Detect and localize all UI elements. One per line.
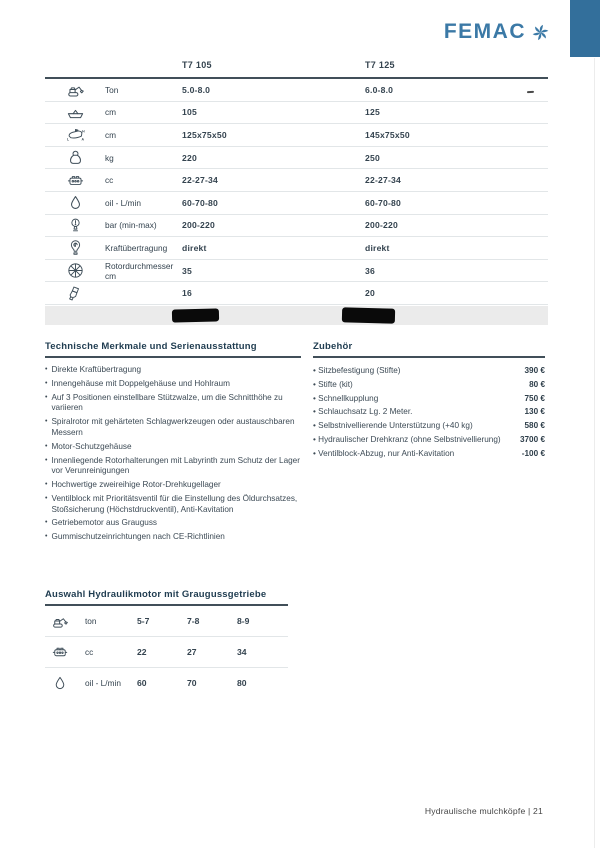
features-section (45, 341, 301, 546)
weight-icon (45, 148, 105, 167)
corner-tab (570, 0, 600, 57)
price-row-redacted (45, 306, 548, 325)
bullet-icon: • (313, 379, 319, 389)
flail-hammer-icon (45, 284, 105, 303)
features-list (45, 365, 301, 543)
list-item (45, 494, 301, 515)
feature-text: Ventilblock mit Prioritätsventil für die Einstellung des Öldurchsatzes, Stoßsicherung (Höchstdruckventil), Anti-Kavitation (51, 493, 298, 514)
accessory-price: -100 € (521, 448, 545, 458)
feature-text: Gummischutzeinrichtungen nach CE-Richtlinien (51, 532, 225, 542)
motor-icon (45, 171, 105, 190)
accessories-title: Zubehör (313, 341, 545, 358)
spec-row-label: bar (min-max) (105, 220, 157, 231)
brand-name: FEMAC (443, 20, 526, 43)
motor-row-label: ton (85, 616, 97, 626)
spec-table-header (45, 60, 548, 79)
spec-row-displacement (45, 169, 548, 192)
list-item (313, 380, 545, 389)
motor-row-label: oil - L/min (85, 678, 121, 688)
motor-row-cc (45, 637, 288, 668)
spec-value: direkt (365, 242, 390, 253)
fan-swirl-icon (529, 21, 552, 44)
list-item (313, 449, 545, 458)
list-item (313, 366, 545, 375)
bullet-icon: • (45, 418, 48, 426)
accessories-section (313, 341, 545, 463)
spec-value: 200-220 (365, 220, 398, 231)
accessory-price: 580 € (524, 421, 545, 431)
spec-value: 36 (365, 265, 375, 276)
bullet-icon: • (45, 366, 48, 373)
bullet-icon: • (313, 421, 319, 431)
list-item (313, 407, 545, 416)
spec-value: 200-220 (182, 220, 215, 231)
motor-selection-table (45, 589, 288, 698)
spec-value: 60-70-80 (182, 197, 219, 208)
bullet-icon: • (45, 533, 48, 541)
motor-value: 22 (137, 647, 147, 657)
motor-value: 80 (237, 678, 247, 688)
motor-table-title: Auswahl Hydraulikmotor mit Graugussgetriebe (45, 589, 288, 606)
features-title: Technische Merkmale und Serienausstattung (45, 341, 301, 358)
list-item (45, 365, 301, 376)
feature-text: Spiralrotor mit gehärteten Schlagwerkzeugen oder austauschbaren Messern (51, 417, 295, 437)
bullet-icon: • (313, 448, 319, 458)
accessory-price: 750 € (524, 393, 545, 403)
bullet-icon: • (45, 519, 48, 527)
spec-table (45, 60, 548, 325)
motor-value: 7-8 (187, 616, 200, 626)
spec-row-hammers (45, 282, 548, 305)
list-item (313, 435, 545, 444)
spec-row-working-width (45, 102, 548, 125)
spec-value: 6.0-8.0 (365, 84, 394, 95)
bullet-icon: • (45, 393, 48, 401)
transmission-icon (45, 238, 105, 257)
spec-row-label: Ton (105, 84, 119, 95)
motor-value: 27 (187, 647, 197, 657)
pressure-gauge-icon (45, 216, 105, 235)
page-footer: Hydraulische mulchköpfe | 21 (424, 806, 543, 816)
spec-value: 22-27-34 (365, 175, 402, 186)
motor-value: 34 (237, 647, 247, 657)
feature-text: Motor-Schutzgehäuse (51, 441, 132, 451)
bullet-icon: • (45, 494, 48, 502)
spec-column-t7-125: T7 125 (365, 60, 395, 70)
list-item (45, 393, 301, 414)
spec-column-t7-105: T7 105 (182, 60, 212, 70)
feature-text: Getriebemotor aus Grauguss (51, 518, 158, 528)
rotor-icon (45, 261, 105, 280)
spec-row-oil-flow (45, 192, 548, 215)
motor-row-label: cc (85, 647, 94, 657)
head-width-icon (45, 103, 105, 122)
spec-value: 60-70-80 (365, 197, 402, 208)
spec-row-dimensions (45, 124, 548, 147)
spec-row-label: Kraftübertragung (105, 242, 168, 253)
spec-value: 22-27-34 (182, 175, 219, 186)
spec-row-label: cm (105, 129, 117, 140)
spec-value: 125 (365, 107, 380, 118)
feature-text: Innengehäuse mit Doppelgehäuse und Hohlraum (51, 378, 230, 388)
spec-value: 125x75x50 (182, 129, 227, 140)
spec-value: 5.0-8.0 (182, 84, 211, 95)
motor-row-oil (45, 668, 288, 698)
excavator-icon (45, 80, 105, 99)
bullet-icon: • (45, 481, 48, 489)
spec-row-label: cm (105, 107, 117, 118)
feature-text: Direkte Kraftübertragung (51, 365, 142, 374)
spec-value: 220 (182, 152, 197, 163)
accessory-label: • Stifte (kit) (313, 379, 353, 389)
list-item (45, 379, 301, 390)
accessory-label: • Schnellkupplung (313, 393, 379, 403)
list-item (45, 532, 301, 543)
bullet-icon: • (45, 379, 48, 387)
motor-value: 60 (137, 678, 147, 688)
redaction-blob (342, 307, 395, 323)
list-item (45, 442, 301, 453)
bullet-icon: • (313, 393, 319, 403)
list-item (313, 421, 545, 430)
accessory-label: • Hydraulischer Drehkranz (ohne Selbstnivellierung) (313, 434, 501, 444)
spec-header-icon-spacer (45, 60, 105, 70)
bullet-icon: • (313, 434, 319, 444)
spec-value: 145x75x50 (365, 129, 410, 140)
accessory-label: • Sitzbefestigung (Stifte) (313, 366, 401, 375)
spec-value: 250 (365, 152, 380, 163)
head-dimensions-icon (45, 125, 105, 144)
excavator-icon (45, 612, 85, 630)
spec-value: 35 (182, 265, 192, 276)
feature-text: Innenliegende Rotorhalterungen mit Labyrinth zum Schutz der Lager vor Verunreinigungen (51, 455, 300, 476)
spec-row-label: kg (105, 152, 114, 163)
feature-text: Auf 3 Positionen einstellbare Stützwalze, um die Schnitthöhe zu variieren (51, 392, 283, 413)
feature-text: Hochwertige zweireihige Rotor-Drehkugellager (51, 480, 221, 490)
bullet-icon: • (45, 456, 48, 464)
accessory-price: 80 € (529, 379, 545, 389)
accessory-price: 3700 € (519, 434, 545, 444)
brand-logo (0, 20, 552, 44)
spec-row-ton (45, 79, 548, 102)
accessory-label: • Ventilblock-Abzug, nur Anti-Kavitation (313, 448, 455, 458)
spec-value: 20 (365, 288, 375, 299)
spec-value: direkt (182, 242, 207, 253)
redaction-blob (172, 308, 219, 322)
motor-value: 70 (187, 678, 197, 688)
bullet-icon: • (313, 407, 319, 417)
bullet-icon: • (313, 366, 319, 375)
accessory-price: 390 € (524, 366, 545, 375)
oil-drop-icon (45, 674, 85, 692)
spec-row-label: oil - L/min (105, 197, 141, 208)
scan-edge-artifact (594, 58, 595, 848)
spec-row-pressure (45, 215, 548, 238)
motor-icon (45, 643, 85, 661)
list-item (45, 456, 301, 477)
spec-value: 16 (182, 288, 192, 299)
spec-row-transmission (45, 237, 548, 260)
spec-row-label: Rotordurchmesser cm (105, 260, 174, 281)
motor-value: 8-9 (237, 616, 250, 626)
accessories-list (313, 366, 545, 458)
bullet-icon: • (45, 442, 48, 450)
accessory-label: • Schlauchsatz Lg. 2 Meter. (313, 407, 413, 417)
list-item (313, 394, 545, 403)
spec-row-label: cc (105, 175, 114, 186)
motor-value: 5-7 (137, 616, 150, 626)
spec-value: 105 (182, 107, 197, 118)
list-item (45, 518, 301, 529)
motor-row-ton (45, 606, 288, 637)
spec-row-rotor-diameter (45, 260, 548, 283)
accessory-label: • Selbstnivellierende Unterstützung (+40 kg) (313, 421, 473, 431)
oil-drop-icon (45, 193, 105, 212)
accessory-price: 130 € (524, 407, 545, 417)
spec-header-label-spacer (105, 60, 182, 70)
spec-row-weight (45, 147, 548, 170)
list-item (45, 417, 301, 438)
list-item (45, 480, 301, 491)
